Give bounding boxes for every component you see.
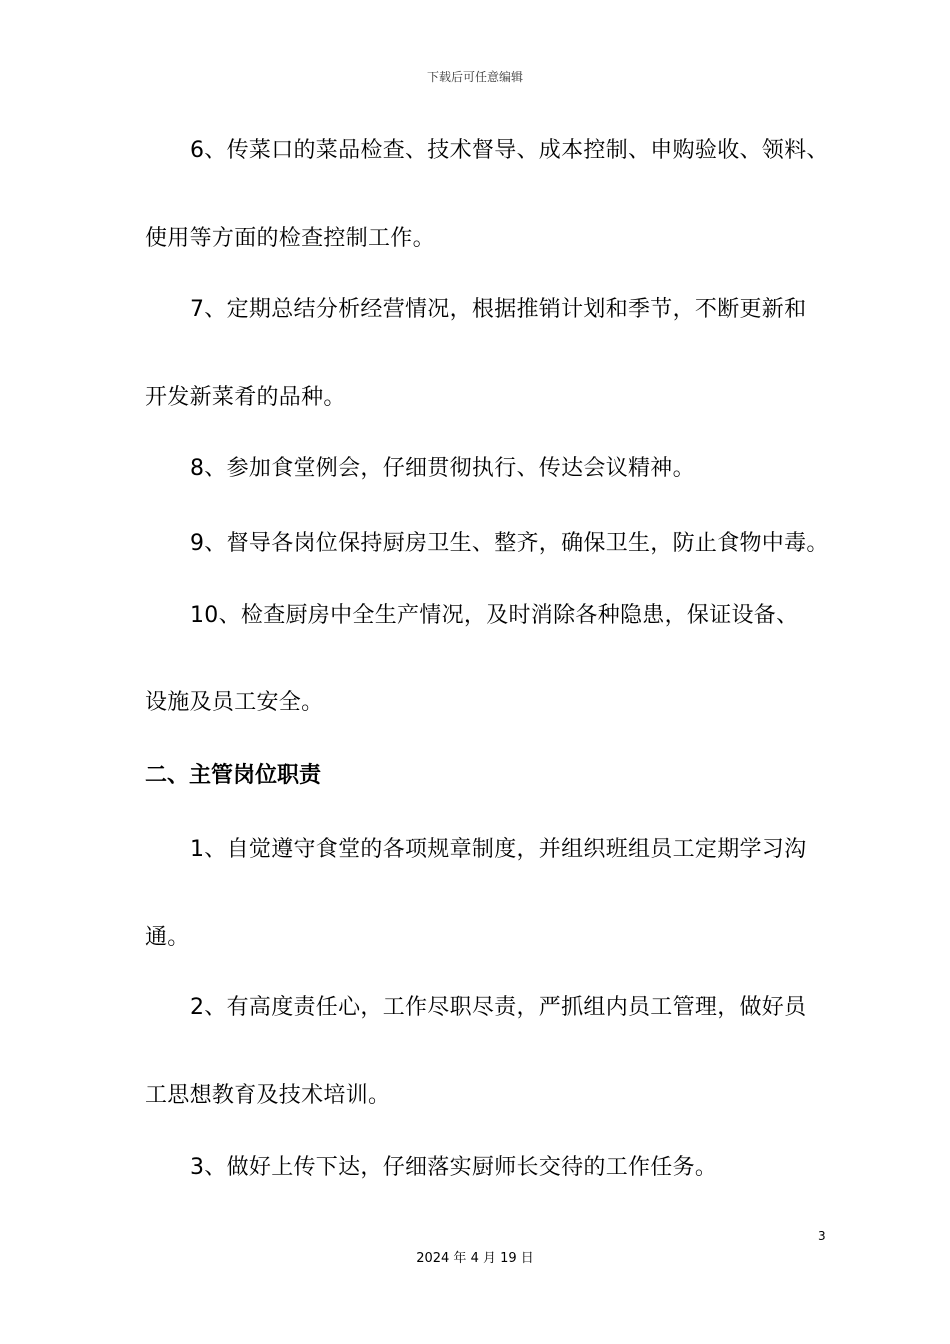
paragraph-9-line-1: 9、督导各岗位保持厨房卫生、整齐，确保卫生，防止食物中毒。 <box>190 531 829 556</box>
paragraph-10-line-1: 10、检查厨房中全生产情况，及时消除各种隐患，保证设备、 <box>190 603 799 628</box>
section-heading: 二、主管岗位职责 <box>145 763 322 788</box>
paragraph-8-line-1: 8、参加食堂例会，仔细贯彻执行、传达会议精神。 <box>190 456 695 481</box>
paragraph-6-line-2: 使用等方面的检查控制工作。 <box>145 226 435 251</box>
section-paragraph-2-line-2: 工思想教育及技术培训。 <box>145 1083 391 1108</box>
paragraph-6-line-1: 6、传菜口的菜品检查、技术督导、成本控制、申购验收、领料、 <box>190 138 829 163</box>
section-paragraph-1-line-2: 通。 <box>145 925 190 950</box>
section-paragraph-1-line-1: 1、自觉遵守食堂的各项规章制度，并组织班组员工定期学习沟 <box>190 837 807 862</box>
footer-date: 2024 年 4 月 19 日 <box>416 1251 534 1266</box>
section-paragraph-3-line-1: 3、做好上传下达，仔细落实厨师长交待的工作任务。 <box>190 1155 718 1180</box>
page-number: 3 <box>818 1229 826 1243</box>
paragraph-7-line-2: 开发新菜肴的品种。 <box>145 385 346 410</box>
section-paragraph-2-line-1: 2、有高度责任心，工作尽职尽责，严抓组内员工管理，做好员 <box>190 995 807 1020</box>
paragraph-10-line-2: 设施及员工安全。 <box>145 690 324 715</box>
header-note: 下载后可任意编辑 <box>426 70 523 84</box>
paragraph-7-line-1: 7、定期总结分析经营情况，根据推销计划和季节，不断更新和 <box>190 297 807 322</box>
